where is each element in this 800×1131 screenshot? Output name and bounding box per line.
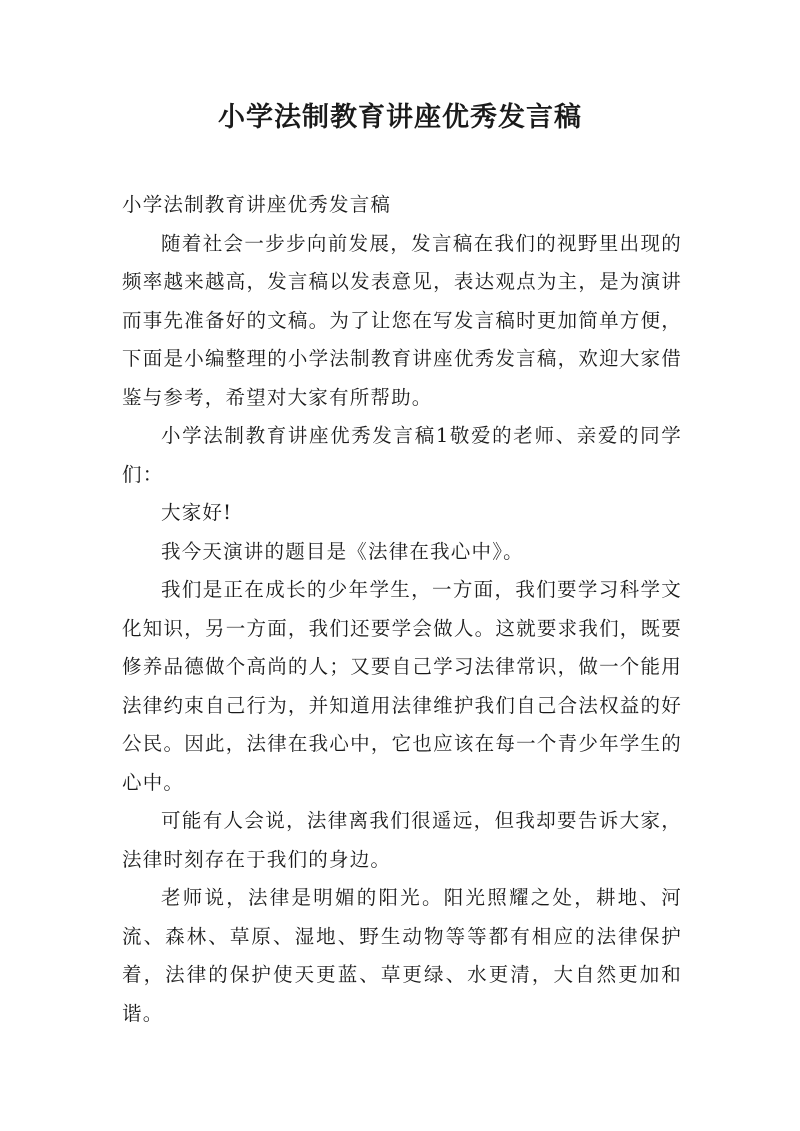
paragraph-sunshine: 老师说，法律是明媚的阳光。阳光照耀之处，耕地、河流、森林、草原、湿地、野生动物等等都有相应的法律保护着，法律的保护使天更蓝、草更绿、水更清，大自然更加和谐。 (122, 886, 682, 1025)
paragraph-greeting: 小学法制教育讲座优秀发言稿1敬爱的老师、亲爱的同学们： (122, 424, 682, 486)
document-subtitle: 小学法制教育讲座优秀发言稿 (122, 193, 392, 216)
paragraph-intro: 随着社会一步步向前发展，发言稿在我们的视野里出现的频率越来越高，发言稿以发表意见，表达观点为主，是为演讲而事先准备好的文稿。为了让您在写发言稿时更加简单方便，下面是小编整理的小学法制教育讲座优秀发言稿，欢迎大家借鉴与参考，希望对大家有所帮助。 (122, 231, 682, 409)
document-body (122, 186, 682, 1033)
paragraph-hello: 大家好! (161, 501, 233, 524)
paragraph-topic: 我今天演讲的题目是《法律在我心中》。 (161, 539, 524, 563)
paragraph-law-nearby: 可能有人会说，法律离我们很遥远，但我却要告诉大家，法律时刻存在于我们的身边。 (122, 809, 682, 871)
paragraph-students: 我们是正在成长的少年学生，一方面，我们要学习科学文化知识，另一方面，我们还要学会做人。这就要求我们，既要修养品德做个高尚的人；又要自己学习法律常识，做一个能用法律约束自己行为，并知道用法律维护我们自己合法权益的好公民。因此，法律在我心中，它也应该在每一个青少年学生的心中。 (122, 578, 682, 794)
document-title: 小学法制教育讲座优秀发言稿 (218, 102, 582, 133)
